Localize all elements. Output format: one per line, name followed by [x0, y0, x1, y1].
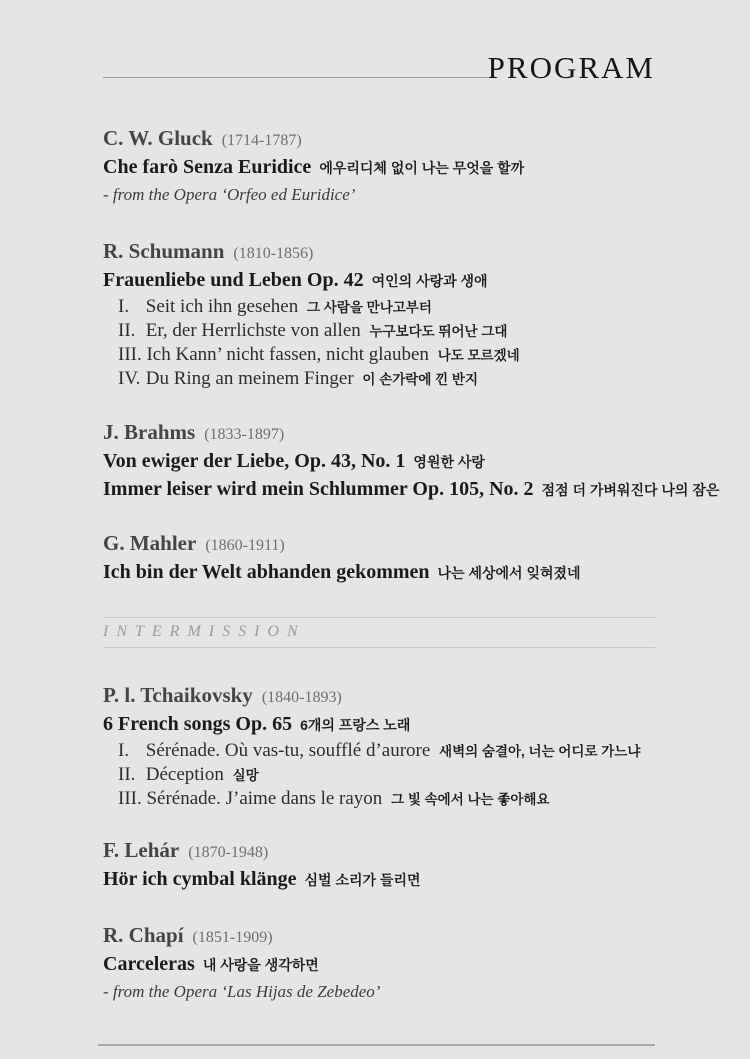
composer-line: [103, 238, 655, 267]
movement-title: Seit ich ihn gesehen: [145, 296, 299, 317]
header-rule: [103, 77, 488, 78]
section-mahler: [103, 530, 655, 587]
work-line: [103, 951, 655, 979]
composer-line: [103, 125, 655, 154]
movement-numeral: III.: [118, 788, 142, 809]
work-title-korean: 심벌 소리가 들리면: [304, 872, 421, 888]
composer-line: [103, 530, 655, 559]
movement-title-korean: 이 손가락에 낀 반지: [362, 372, 479, 387]
opera-source-note: - from the Opera ‘Las Hijas de Zebedeo’: [103, 982, 381, 1001]
composer-dates: (1860-1911): [205, 537, 285, 554]
movement-row: [103, 739, 655, 763]
work-title-korean: 내 사랑을 생각하면: [202, 957, 319, 973]
movement-title: Sérénade. J’aime dans le rayon: [146, 788, 383, 809]
work-title: Frauenliebe und Leben Op. 42: [103, 269, 364, 291]
intermission-label: INTERMISSION: [103, 623, 306, 640]
composer-name: G. Mahler: [103, 531, 197, 555]
work-line: [103, 476, 720, 504]
composer-dates: (1714-1787): [221, 132, 302, 149]
header: [103, 52, 655, 83]
intermission-divider: [103, 617, 655, 648]
work-title-korean: 영원한 사랑: [413, 454, 485, 470]
work-line: [103, 267, 655, 295]
section-chapi: [103, 922, 655, 1003]
composer-name: R. Schumann: [103, 239, 225, 263]
movement-title-korean: 나도 모르겠네: [437, 348, 520, 363]
movement-title: Déception: [145, 764, 224, 785]
movement-row: [103, 763, 655, 787]
work-title-korean: 점점 더 가벼워진다 나의 잠은: [541, 482, 720, 498]
work-title-korean: 나는 세상에서 잊혀졌네: [437, 565, 581, 581]
work-line: [103, 711, 655, 739]
composer-line: [103, 682, 655, 711]
movement-row: [103, 787, 655, 811]
composer-name: J. Brahms: [103, 420, 196, 444]
composer-dates: (1810-1856): [233, 245, 314, 262]
movement-title: Er, der Herrlichste von allen: [145, 320, 361, 341]
movement-title: Ich Kann’ nicht fassen, nicht glauben: [146, 344, 429, 365]
opera-source-note: - from the Opera ‘Orfeo ed Euridice’: [103, 185, 356, 204]
work-title-korean: 여인의 사랑과 생애: [371, 273, 488, 289]
movement-row: [103, 295, 655, 319]
movement-row: [103, 343, 655, 367]
composer-dates: (1840-1893): [261, 689, 342, 706]
composer-name: R. Chapí: [103, 923, 184, 947]
composer-name: F. Lehár: [103, 838, 180, 862]
work-line: [103, 559, 655, 587]
work-title-korean: 6개의 프랑스 노래: [300, 717, 411, 733]
movement-title: Du Ring an meinem Finger: [145, 368, 354, 389]
movement-numeral: II.: [118, 764, 136, 785]
movement-numeral: I.: [118, 296, 130, 317]
movement-title-korean: 새벽의 숨결아, 너는 어디로 가느냐: [439, 744, 641, 759]
composer-name: P. l. Tchaikovsky: [103, 683, 253, 707]
section-schumann: [103, 238, 655, 391]
composer-dates: (1851-1909): [192, 929, 273, 946]
work-title: Immer leiser wird mein Schlummer Op. 105, No. 2: [103, 478, 534, 500]
movement-title: Sérénade. Où vas-tu, soufflé d’aurore: [145, 740, 431, 761]
work-title: Carceleras: [103, 953, 195, 975]
work-title: Von ewiger der Liebe, Op. 43, No. 1: [103, 450, 406, 472]
section-tchaikovsky: [103, 682, 655, 811]
movement-title-korean: 실망: [232, 768, 259, 783]
movement-title-korean: 그 사람을 만나고부터: [307, 300, 432, 315]
movement-numeral: III.: [118, 344, 142, 365]
composer-line: [103, 419, 655, 448]
work-title: Hör ich cymbal klänge: [103, 868, 297, 890]
movement-row: [103, 367, 655, 391]
movement-numeral: IV.: [118, 368, 141, 389]
composer-name: C. W. Gluck: [103, 126, 213, 150]
composer-line: [103, 922, 655, 951]
work-title-korean: 에우리디체 없이 나는 무엇을 할까: [319, 160, 525, 176]
work-line: [103, 154, 655, 182]
page-title: PROGRAM: [487, 50, 655, 85]
movement-numeral: II.: [118, 320, 136, 341]
movement-numeral: I.: [118, 740, 130, 761]
work-title: Che farò Senza Euridice: [103, 156, 312, 178]
work-line: [103, 448, 655, 476]
section-gluck: [103, 125, 655, 206]
footer-rule: [98, 1044, 655, 1046]
movement-title-korean: 누구보다도 뛰어난 그대: [369, 324, 508, 339]
work-line: [103, 866, 655, 894]
movement-row: [103, 319, 655, 343]
composer-dates: (1833-1897): [204, 426, 285, 443]
composer-line: [103, 837, 655, 866]
movement-title-korean: 그 빛 속에서 나는 좋아해요: [391, 792, 550, 807]
section-brahms: [103, 419, 720, 504]
composer-dates: (1870-1948): [188, 844, 269, 861]
work-title: 6 French songs Op. 65: [103, 713, 293, 735]
work-title: Ich bin der Welt abhanden gekommen: [103, 561, 430, 583]
section-lehar: [103, 837, 655, 894]
